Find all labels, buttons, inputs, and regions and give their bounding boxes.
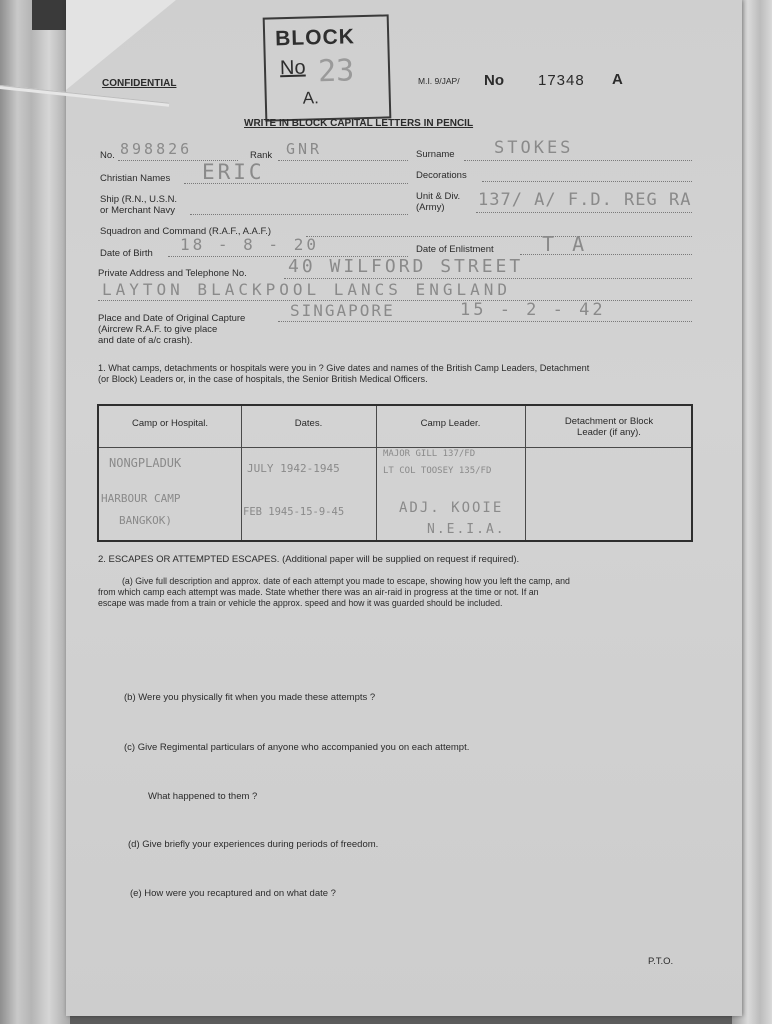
serial-suffix: A (612, 71, 623, 88)
stamp-number: 23 (317, 53, 355, 90)
capture-place-value: SINGAPORE (290, 301, 395, 320)
dob-value: 18 - 8 - 20 (180, 235, 319, 254)
stamp-block-text: BLOCK (274, 25, 356, 51)
address-value-1: 40 WILFORD STREET (288, 256, 524, 277)
unit-line (476, 212, 692, 213)
col-header-dates: Dates. (294, 418, 323, 429)
row2-camp-1: HARBOUR CAMP (101, 492, 181, 505)
address-line-1 (284, 278, 692, 279)
pencil-instruction: WRITE IN BLOCK CAPITAL LETTERS IN PENCIL (244, 118, 474, 129)
squadron-label: Squadron and Command (R.A.F., A.A.F.) (100, 226, 272, 237)
row1-dates: JULY 1942-1945 (247, 462, 340, 475)
ship-label-1: Ship (R.N., U.S.N. (100, 194, 178, 205)
row1-camp: NONGPLADUK (109, 456, 182, 470)
capture-date-value: 15 - 2 - 42 (460, 300, 606, 320)
capture-label-2: (Aircrew R.A.F. to give place (98, 324, 218, 335)
row1-leader-1: MAJOR GILL 137/FD (383, 449, 476, 459)
row2-leader-2: N.E.I.A. (427, 522, 506, 537)
enlistment-label: Date of Enlistment (416, 244, 494, 255)
folded-corner (66, 0, 176, 90)
surname-label: Surname (416, 149, 455, 160)
surname-value: STOKES (494, 138, 574, 158)
question-d: (d) Give briefly your experiences during periods of freedom. (128, 839, 379, 850)
no-label: No. (100, 150, 115, 161)
row2-leader-1: ADJ. KOOIE (399, 500, 504, 516)
rank-label: Rank (250, 150, 273, 161)
rank-value: GNR (286, 140, 323, 158)
form-reference: M.I. 9/JAP/ (418, 76, 460, 86)
question-e: (e) How were you recaptured and on what date ? (130, 888, 336, 899)
section2-a-3: escape was made from a train or vehicle the approx. speed and how it was guarded should be included. (98, 598, 503, 608)
unit-label-1: Unit & Div. (416, 191, 461, 202)
surname-line (464, 160, 692, 161)
rank-line (278, 160, 408, 161)
capture-label-1: Place and Date of Original Capture (98, 313, 246, 324)
col-header-leader: Camp Leader. (420, 418, 481, 429)
no-value: 898826 (120, 140, 193, 158)
confidential-label: CONFIDENTIAL (102, 78, 177, 89)
decorations-line (482, 181, 692, 182)
serial-no-label: No (484, 72, 504, 89)
stamp-no-text: No (279, 56, 306, 80)
enlistment-value: T A (542, 232, 588, 256)
capture-line (278, 321, 692, 322)
section2-a-2: from which camp each attempt was made. State whether there was an air-raid in progress at the time or not. If an (98, 587, 539, 597)
section2-heading: 2. ESCAPES OR ATTEMPTED ESCAPES. (Additional paper will be supplied on request if required). (98, 554, 520, 565)
decorations-label: Decorations (416, 170, 467, 181)
ship-line (190, 214, 408, 215)
stamp-a-text: A. (302, 88, 320, 108)
table-header-rule (99, 447, 691, 448)
address-label: Private Address and Telephone No. (98, 268, 247, 279)
ship-label-2: or Merchant Navy (100, 205, 175, 216)
capture-label-3: and date of a/c crash). (98, 335, 193, 346)
left-page-edges (0, 0, 70, 1024)
unit-label-2: (Army) (416, 202, 445, 213)
question-c-sub: What happened to them ? (148, 791, 258, 802)
squadron-line (306, 236, 692, 237)
christian-names-value: ERIC (202, 160, 265, 184)
serial-number: 17348 (538, 72, 585, 89)
col-header-camp: Camp or Hospital. (131, 418, 209, 429)
section1-text-1: 1. What camps, detachments or hospitals were you in ? Give dates and names of the British Camp Leaders, Detachment (98, 363, 590, 373)
block-stamp (263, 14, 392, 121)
col-header-detachment-2: Leader (if any). (577, 427, 641, 438)
camps-table (97, 404, 693, 542)
unit-value: 137/ A/ F.D. REG RA (478, 190, 692, 210)
col-header-detachment: Detachment or Block (564, 416, 654, 427)
section2-a-1: (a) Give full description and approx. date of each attempt you made to escape, showing how you left the camp, and (122, 576, 570, 586)
address-value-2: LAYTON BLACKPOOL LANCS ENGLAND (102, 280, 511, 299)
section1-text-2: (or Block) Leaders or, in the case of hospitals, the Senior British Medical Officers. (98, 374, 428, 384)
question-c: (c) Give Regimental particulars of anyone who accompanied you on each attempt. (124, 742, 470, 753)
row2-camp-2: BANGKOK) (119, 514, 172, 527)
question-b: (b) Were you physically fit when you made these attempts ? (124, 692, 376, 703)
dob-label: Date of Birth (100, 248, 153, 259)
row1-leader-2: LT COL TOOSEY 135/FD (383, 466, 492, 476)
christian-names-label: Christian Names (100, 173, 171, 184)
row2-dates: FEB 1945-15-9-45 (243, 506, 345, 518)
pto-label: P.T.O. (648, 956, 674, 967)
